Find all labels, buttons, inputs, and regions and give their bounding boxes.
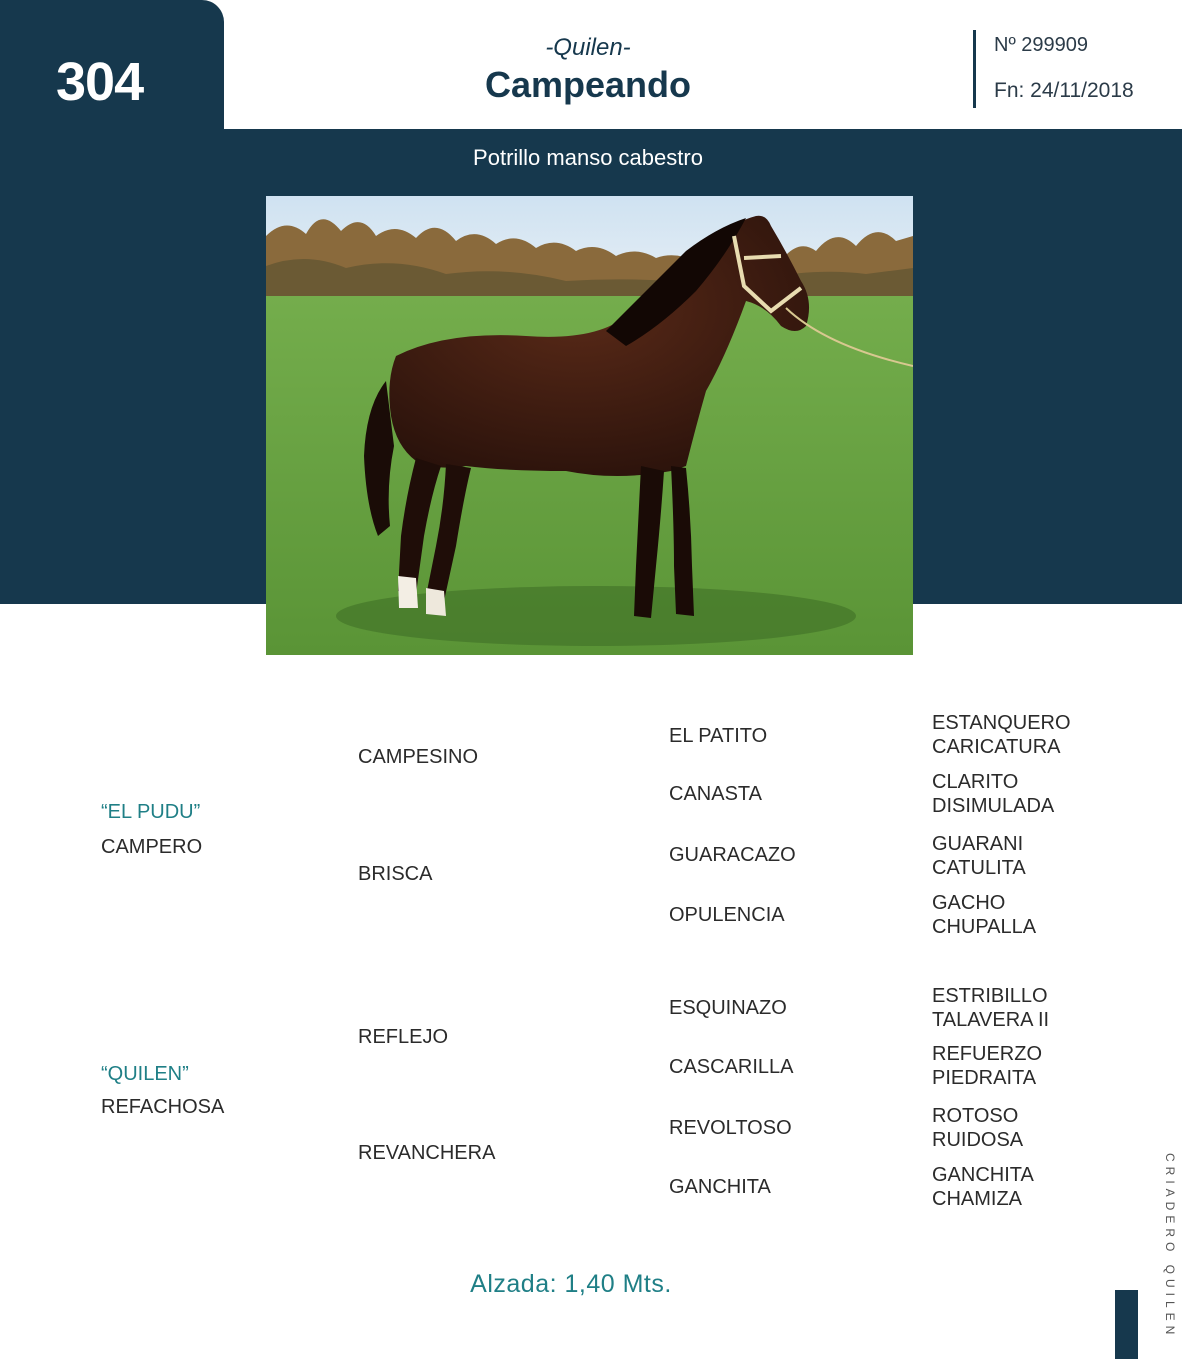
pedigree-gen2-item: CAMPESINO: [358, 746, 479, 768]
pedigree-gen4-sire: GANCHITA: [932, 1164, 1034, 1186]
height-measure: Alzada: 1,40 Mts.: [470, 1270, 672, 1298]
pedigree-gen4-dam: CATULITA: [932, 857, 1026, 879]
header-divider: [973, 30, 976, 108]
pedigree-gen4-sire: ROTOSO: [932, 1105, 1019, 1127]
birth-date: Fn: 24/11/2018: [994, 79, 1134, 102]
pedigree-gen3-item: CASCARILLA: [669, 1056, 794, 1078]
pedigree-gen4-dam: CHAMIZA: [932, 1188, 1022, 1210]
pedigree-gen4-dam: PIEDRAITA: [932, 1067, 1037, 1089]
pedigree-gen3-item: GANCHITA: [669, 1176, 771, 1198]
pedigree-gen4-dam: CHUPALLA: [932, 916, 1037, 938]
subtitle: Potrillo manso cabestro: [473, 145, 703, 170]
registration-number: Nº 299909: [994, 34, 1089, 56]
horse-name: Campeando: [484, 64, 692, 105]
pedigree-gen4-sire: ESTRIBILLO: [932, 985, 1048, 1007]
pedigree-gen4-dam: RUIDOSA: [932, 1129, 1024, 1151]
pedigree-gen3-item: EL PATITO: [669, 725, 768, 747]
pedigree-gen3-item: ESQUINAZO: [669, 997, 787, 1019]
lot-number: 304: [56, 52, 144, 112]
pedigree-gen2-item: REVANCHERA: [358, 1142, 496, 1164]
pedigree-gen4-sire: REFUERZO: [932, 1043, 1042, 1065]
corner-bar: [1115, 1290, 1138, 1359]
sire-label: “EL PUDU”: [101, 801, 201, 823]
dam-label: “QUILEN”: [101, 1063, 189, 1085]
pedigree-gen4-sire: GUARANI: [932, 833, 1024, 855]
pedigree-gen4-dam: CARICATURA: [932, 736, 1061, 758]
pedigree-gen3-item: OPULENCIA: [669, 904, 785, 926]
pedigree-gen4-sire: ESTANQUERO: [932, 712, 1071, 734]
pedigree-gen3-item: REVOLTOSO: [669, 1117, 792, 1139]
pedigree-gen3-item: GUARACAZO: [669, 844, 796, 866]
dam-name: REFACHOSA: [101, 1096, 225, 1118]
pedigree-gen3-item: CANASTA: [669, 783, 762, 805]
side-brand: CRIADERO QUILEN: [1163, 1153, 1177, 1340]
pedigree-gen4-sire: GACHO: [932, 892, 1006, 914]
pedigree-gen4-sire: CLARITO: [932, 771, 1019, 793]
pedigree-gen4-dam: DISIMULADA: [932, 795, 1055, 817]
pedigree-gen2-item: BRISCA: [358, 863, 433, 885]
pedigree-gen2-item: REFLEJO: [358, 1026, 449, 1048]
sire-name: CAMPERO: [101, 836, 203, 858]
horse-photo: [266, 196, 913, 655]
breeder-name: -Quilen-: [545, 34, 631, 61]
pedigree-gen4-dam: TALAVERA II: [932, 1009, 1050, 1031]
